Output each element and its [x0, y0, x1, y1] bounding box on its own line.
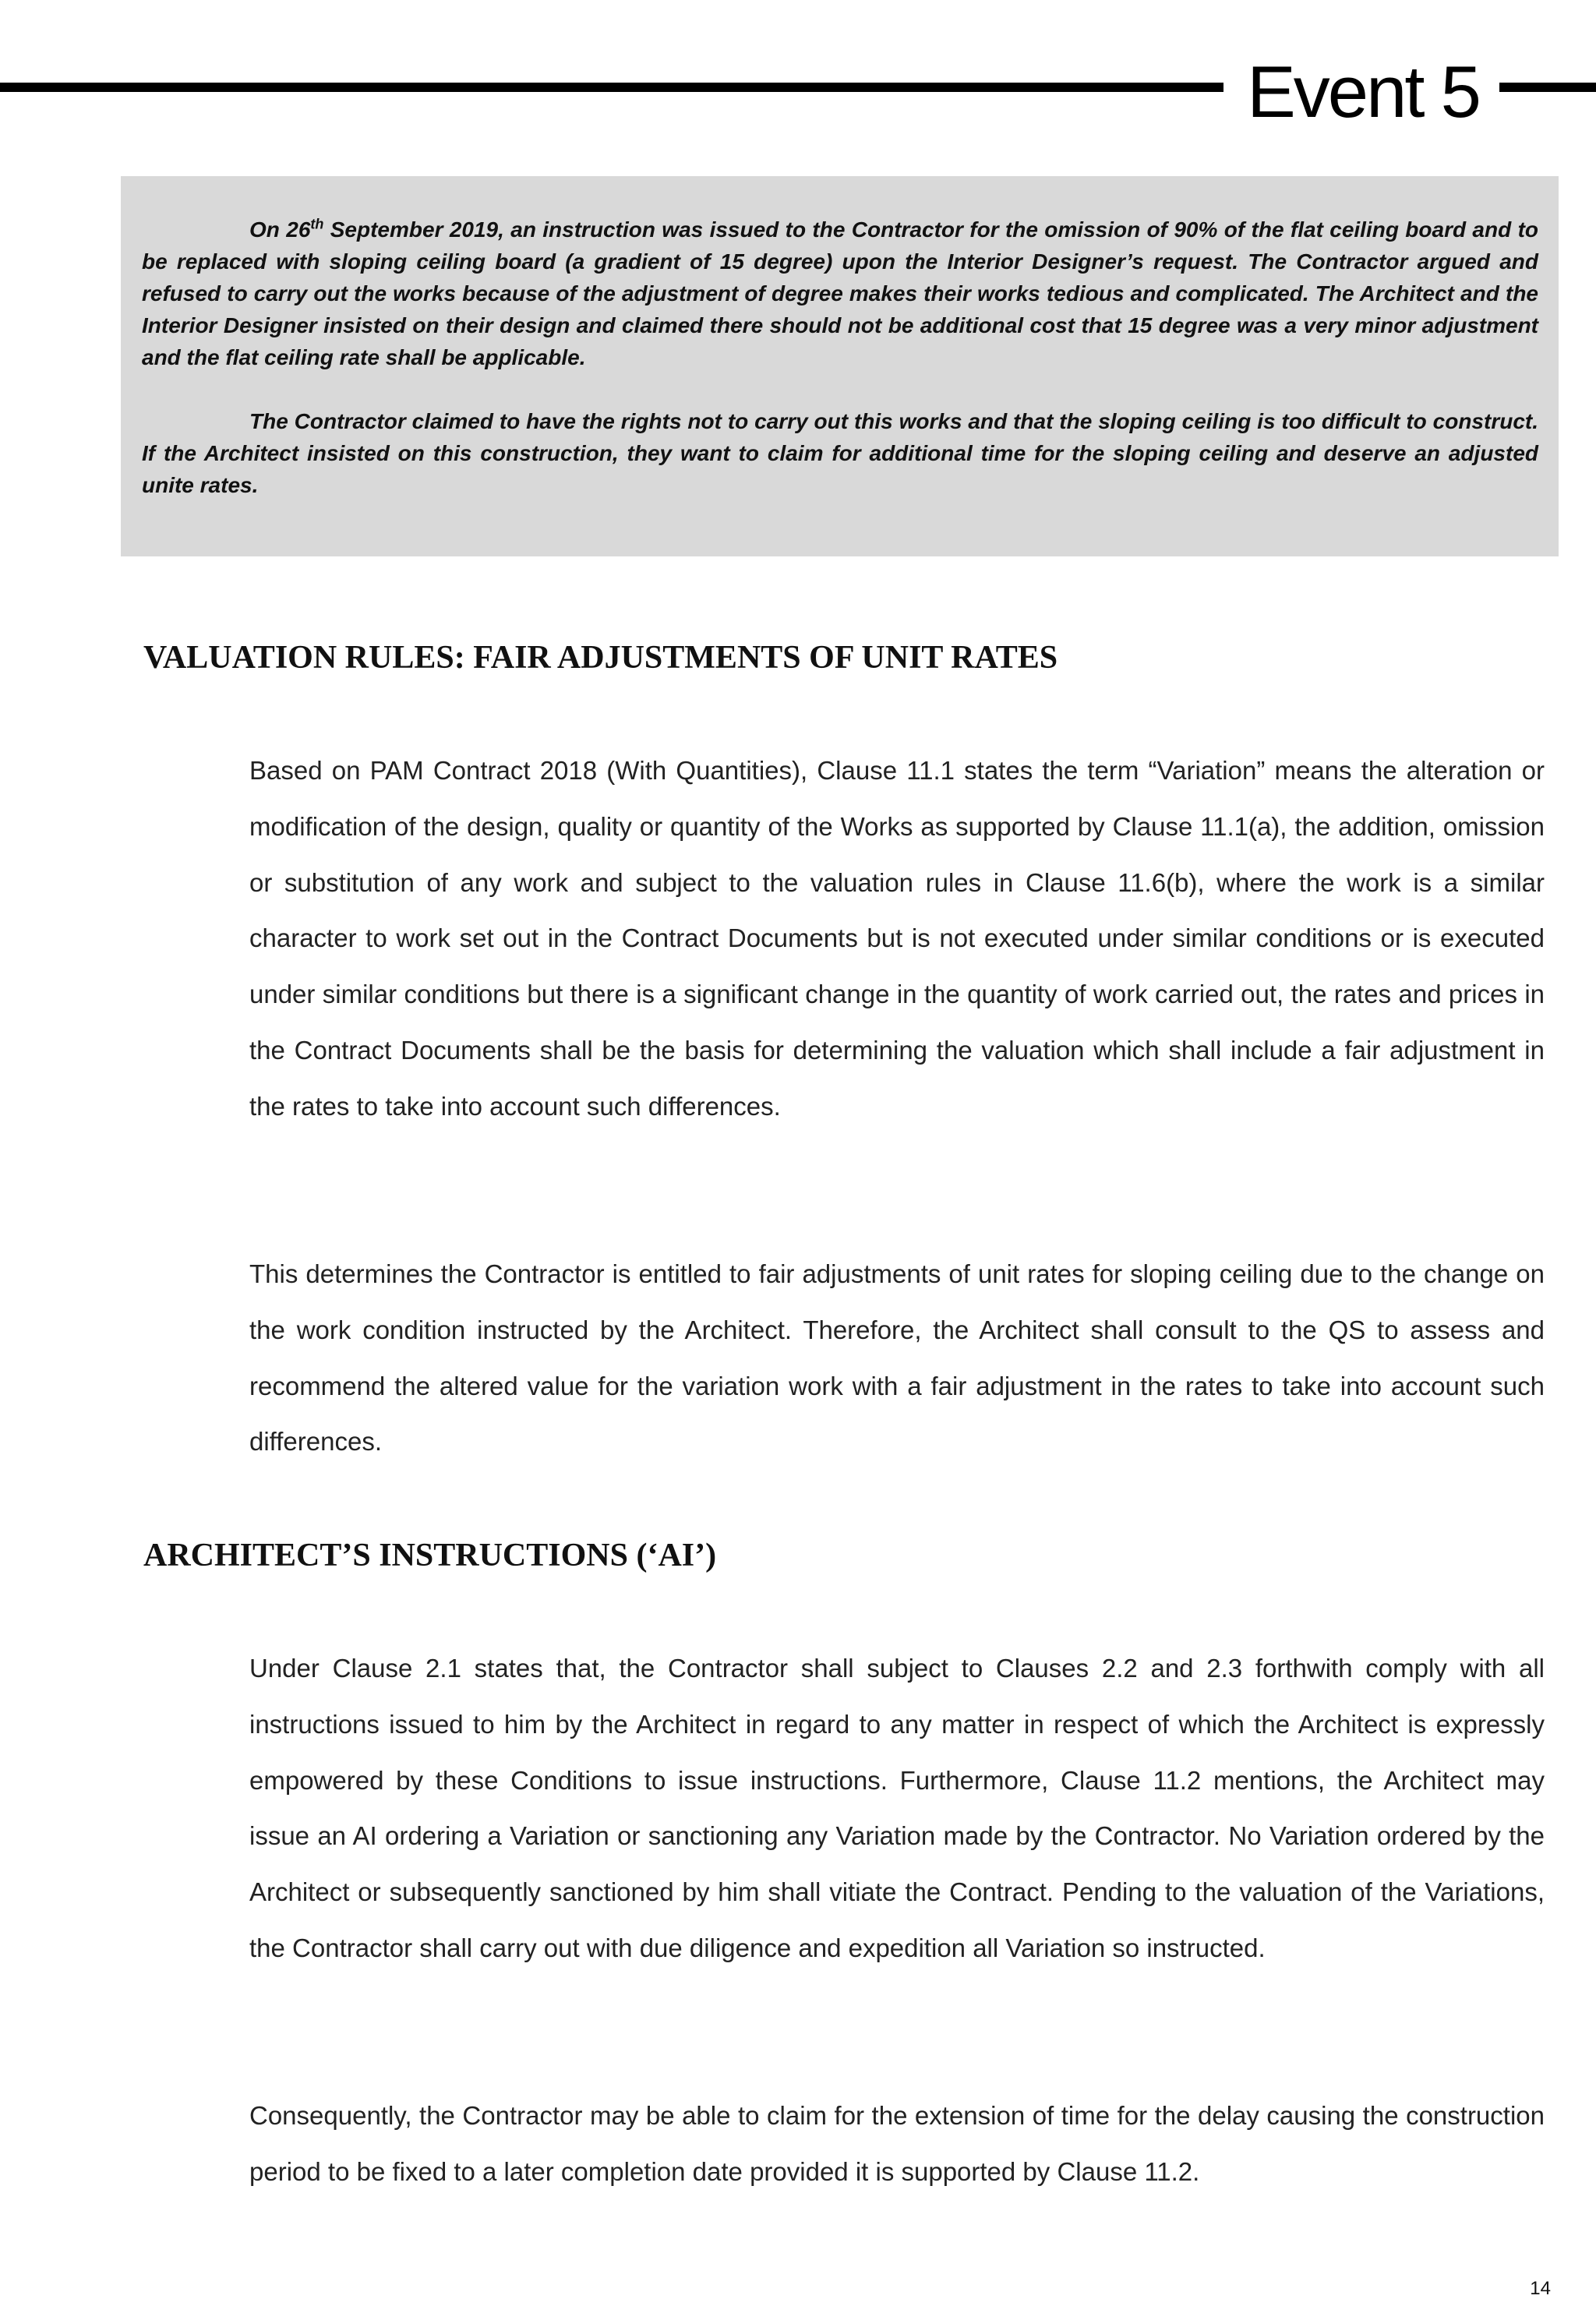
- scenario-box: [121, 176, 1559, 556]
- section-heading-valuation-rules: VALUATION RULES: FAIR ADJUSTMENTS OF UNIT RATES: [143, 640, 1058, 676]
- section-heading-architects-instructions: ARCHITECT’S INSTRUCTIONS (‘AI’): [143, 1538, 717, 1573]
- scenario-paragraph-1-text: September 2019, an instruction was issued to the Contractor for the omission of 90% of the flat ceiling board and to be replaced with sloping ceiling board (a gradient of 15 degree) upon the Interior Designer’s request. The Contractor argued and refused to carry out the works because of the adjustment of degree makes their works tedious and complicated. The Architect and the Interior Designer insisted on their design and claimed there should not be additional cost that 15 degree was a very minor adjustment and the flat ceiling rate shall be applicable.: [142, 217, 1538, 369]
- section-2-paragraph-1: Under Clause 2.1 states that, the Contractor shall subject to Clauses 2.2 and 2.3 forthwith comply with all instructions issued to him by the Architect in regard to any matter in respect of which the Architect is expressly empowered by these Conditions to issue instructions. Furthermore, Clause 11.2 mentions, the Architect may issue an AI ordering a Variation or sanctioning any Variation made by the Contractor. No Variation ordered by the Architect or subsequently sanctioned by him shall vitiate the Contract. Pending to the valuation of the Variations, the Contractor shall carry out with due diligence and expedition all Variation so instructed.: [249, 1654, 1545, 1962]
- scenario-paragraph-1: [142, 214, 1538, 373]
- scenario-date-superscript: th: [310, 216, 324, 232]
- scenario-paragraph-2: The Contractor claimed to have the rights not to carry out this works and that the sloping ceiling is too difficult to construct. If the Architect insisted on this construction, they want to claim for additional time for the sloping ceiling and deserve an adjusted unite rates.: [142, 409, 1538, 497]
- section-1-paragraph-2: This determines the Contractor is entitled to fair adjustments of unit rates for sloping ceiling due to the change on the work condition instructed by the Architect. Therefore, the Architect shall consult to the QS to assess and recommend the altered value for the variation work with a fair adjustment in the rates to take into account such differences.: [249, 1259, 1545, 1457]
- section-2-paragraph-2: Consequently, the Contractor may be able to claim for the extension of time for the delay causing the construction period to be fixed to a later completion date provided it is supported by Clause 11.2.: [249, 2101, 1545, 2186]
- header-rule-right: [1499, 83, 1596, 92]
- header-rule-left: [0, 83, 1223, 92]
- event-title: Event 5: [1247, 51, 1479, 132]
- section-1-paragraph-1: Based on PAM Contract 2018 (With Quantities), Clause 11.1 states the term “Variation” means the alteration or modification of the design, quality or quantity of the Works as supported by Clause 11.1(a), the addition, omission or substitution of any work and subject to the valuation rules in Clause 11.6(b), where the work is a similar character to work set out in the Contract Documents but is not executed under similar conditions or is executed under similar conditions but there is a significant change in the quantity of work carried out, the rates and prices in the Contract Documents shall be the basis for determining the valuation which shall include a fair adjustment in the rates to take into account such differences.: [249, 756, 1545, 1121]
- page-number: 14: [1530, 2278, 1551, 2299]
- scenario-date-prefix: On 26: [249, 217, 311, 242]
- scenario-content: [142, 214, 1538, 501]
